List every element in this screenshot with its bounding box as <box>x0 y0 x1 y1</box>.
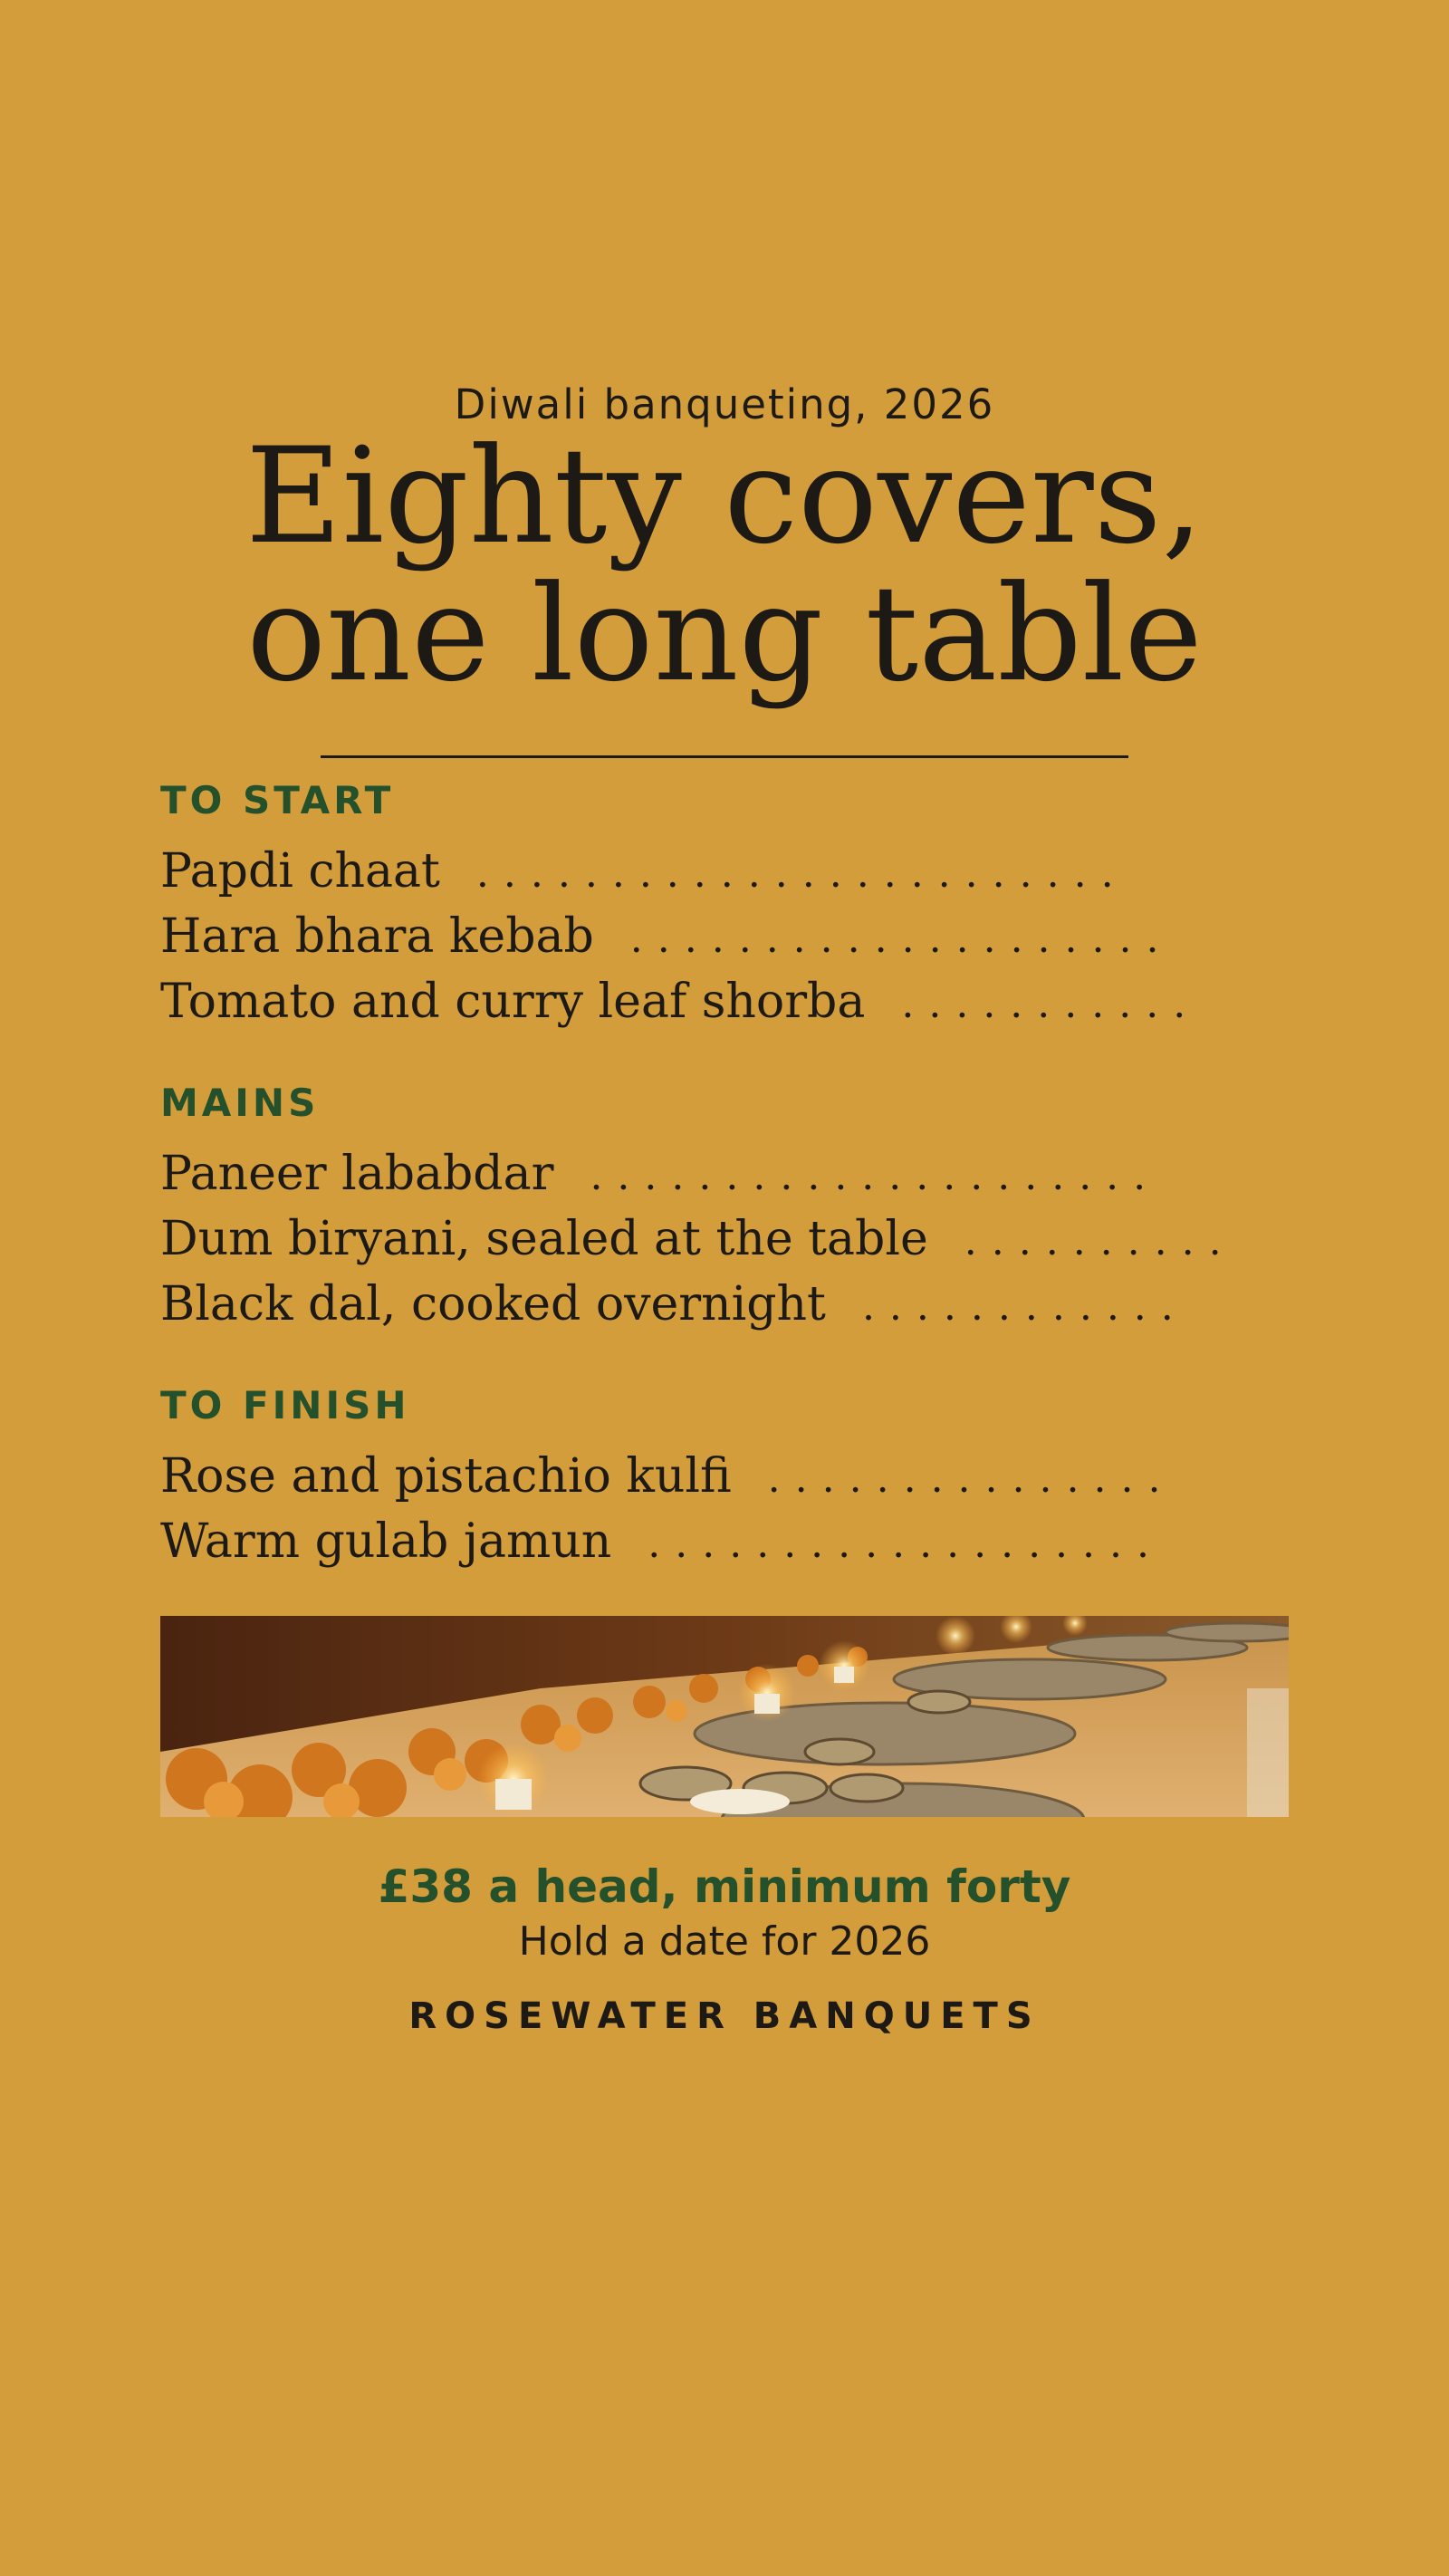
menu-item-leader: ............ <box>861 1283 1188 1330</box>
section-heading: MAINS <box>160 1081 320 1125</box>
menu-item-leader: ..................... <box>590 1153 1161 1199</box>
menu-item-leader: .................... <box>629 916 1174 962</box>
menu-item-name: Papdi chaat <box>160 844 440 899</box>
menu-item-leader: .......... <box>964 1218 1236 1264</box>
menu-item-name: Rose and pistachio kulfi <box>160 1449 732 1504</box>
title-divider <box>321 755 1128 758</box>
menu-item <box>160 1514 1247 1580</box>
menu-item-leader: ........................ <box>475 851 1128 897</box>
menu-item <box>160 844 1247 909</box>
menu-item <box>160 909 1247 975</box>
menu-item <box>160 1449 1247 1514</box>
title-line-1: Eighty covers, <box>245 419 1204 573</box>
menu-item-list <box>160 1147 1247 1342</box>
menu-item <box>160 1212 1247 1277</box>
menu-item-name: Tomato and curry leaf shorba <box>160 975 866 1029</box>
menu-item-name: Dum biryani, sealed at the table <box>160 1212 928 1266</box>
price-line: £38 a head, minimum forty <box>378 1860 1071 1913</box>
banquet-table-photo <box>160 1616 1289 1817</box>
section-to-start <box>160 774 1247 1040</box>
menu-item-list <box>160 1449 1247 1580</box>
section-heading: TO FINISH <box>160 1383 410 1427</box>
section-to-finish <box>160 1379 1247 1580</box>
menu-item-name: Paneer lababdar <box>160 1147 554 1201</box>
menu-item-list <box>160 844 1247 1040</box>
brand-name: ROSEWATER BANQUETS <box>408 1995 1041 2037</box>
menu-item-name: Hara bhara kebab <box>160 909 594 964</box>
menu-item <box>160 975 1247 1040</box>
menu-item <box>160 1277 1247 1342</box>
section-mains <box>160 1076 1247 1342</box>
menu-item <box>160 1147 1247 1212</box>
kicker: Diwali banqueting, 2026 <box>454 380 995 428</box>
page-title <box>0 419 1449 711</box>
section-heading: TO START <box>160 778 395 822</box>
menu-item-leader: ................... <box>648 1521 1165 1567</box>
title-line-2: one long table <box>246 557 1203 711</box>
menu-item-name: Warm gulab jamun <box>160 1514 612 1569</box>
hold-date-line: Hold a date for 2026 <box>518 1918 931 1965</box>
menu-item-name: Black dal, cooked overnight <box>160 1277 826 1331</box>
menu-item-leader: ........... <box>901 981 1201 1027</box>
menu-item-leader: ............... <box>767 1456 1176 1502</box>
